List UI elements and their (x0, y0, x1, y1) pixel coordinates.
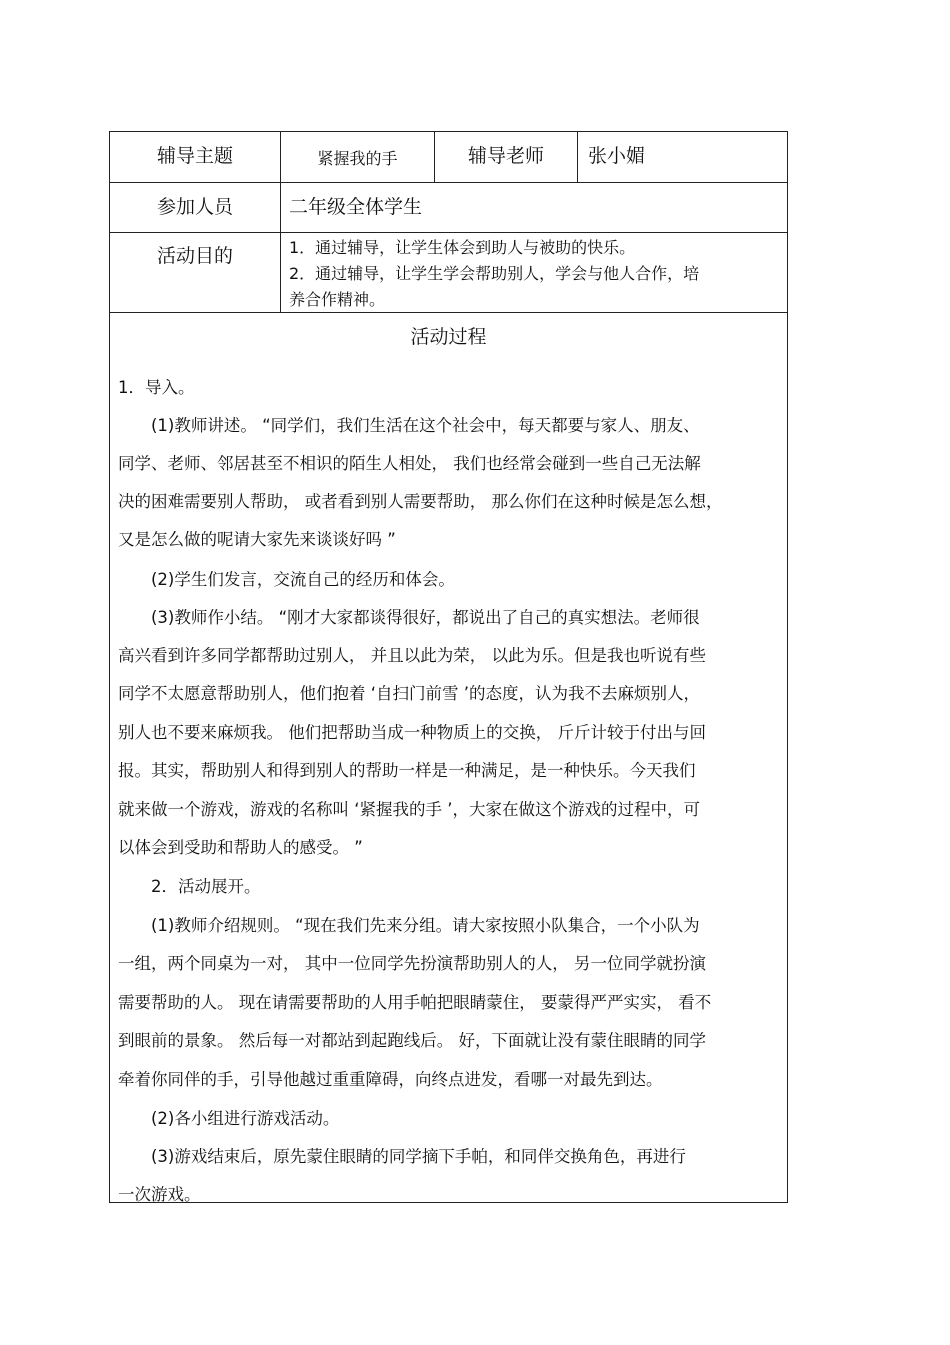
process-line: (2)各小组进行游戏活动。 (118, 1109, 340, 1128)
process-line: 牵着你同伴的手，引导他越过重重障碍，向终点进发，看哪一对最先到达。 (118, 1070, 663, 1089)
process-line: 同学不太愿意帮助别人，他们抱着 ‘自扫门前雪 ’的态度，认为我不去麻烦别人， (118, 684, 700, 703)
process-line: (3)教师作小结。 “刚才大家都谈得很好，都说出了自己的真实想法。老师很 (118, 608, 700, 627)
purpose-line: 2．通过辅导，让学生学会帮助别人，学会与他人合作，培 (289, 264, 700, 283)
row-topic (110, 132, 787, 183)
process-line: 就来做一个游戏，游戏的名称叫 ‘紧握我的手 ’，大家在做这个游戏的过程中，可 (118, 800, 700, 819)
process-line: 一组，两个同桌为一对， 其中一位同学先扮演帮助别人的人， 另一位同学就扮演 (118, 954, 706, 973)
participants-label: 参加人员 (156, 196, 233, 218)
purpose-label: 活动目的 (156, 245, 233, 267)
process-line: 同学、老师、邻居甚至不相识的陌生人相处， 我们也经常会碰到一些自己无法解 (118, 454, 701, 473)
process-line: (1)教师介绍规则。 “现在我们先来分组。请大家按照小队集合，一个小队为 (118, 916, 700, 935)
process-line: (3)游戏结束后，原先蒙住眼睛的同学摘下手帕，和同伴交换角色，再进行 (118, 1147, 686, 1166)
purpose-value (280, 233, 788, 312)
topic-value: 紧握我的手 (280, 132, 434, 182)
activity-plan-table (109, 131, 788, 1203)
process-line: 又是怎么做的呢请大家先来谈谈好吗 ” (118, 530, 396, 549)
process-line: 报。其实，帮助别人和得到别人的帮助一样是一种满足，是一种快乐。今天我们 (118, 761, 696, 780)
process-line: 以体会到受助和帮助人的感受。 ” (118, 838, 363, 857)
row-purpose (110, 233, 787, 313)
purpose-line: 1．通过辅导，让学生体会到助人与被助的快乐。 (289, 238, 636, 257)
teacher-label: 辅导老师 (434, 132, 577, 182)
process-line: 决的困难需要别人帮助， 或者看到别人需要帮助， 那么你们在这种时候是怎么想， (118, 492, 723, 511)
row-participants (110, 183, 787, 233)
topic-label: 辅导主题 (156, 145, 233, 167)
purpose-line: 养合作精神。 (289, 290, 386, 309)
process-line: (2)学生们发言，交流自己的经历和体会。 (118, 570, 455, 589)
participants-value: 二年级全体学生 (280, 183, 788, 232)
process-line: 需要帮助的人。 现在请需要帮助的人用手帕把眼睛蒙住， 要蒙得严严实实， 看不 (118, 993, 712, 1012)
process-line: 2．活动展开。 (118, 877, 261, 896)
process-line: 一次游戏。 (118, 1185, 201, 1204)
process-line: 别人也不要来麻烦我。 他们把帮助当成一种物质上的交换， 斤斤计较于付出与回 (118, 723, 706, 742)
process-line: (1)教师讲述。 “同学们，我们生活在这个社会中，每天都要与家人、朋友、 (118, 416, 700, 435)
process-title: 活动过程 (410, 326, 487, 348)
process-line: 高兴看到许多同学都帮助过别人， 并且以此为荣， 以此为乐。但是我也听说有些 (118, 646, 706, 665)
teacher-value: 张小媚 (577, 132, 788, 182)
process-line: 1．导入。 (118, 378, 195, 397)
purpose-text (289, 235, 758, 313)
process-line: 到眼前的景象。 然后每一对都站到起跑线后。 好，下面就让没有蒙住眼睛的同学 (118, 1031, 706, 1050)
